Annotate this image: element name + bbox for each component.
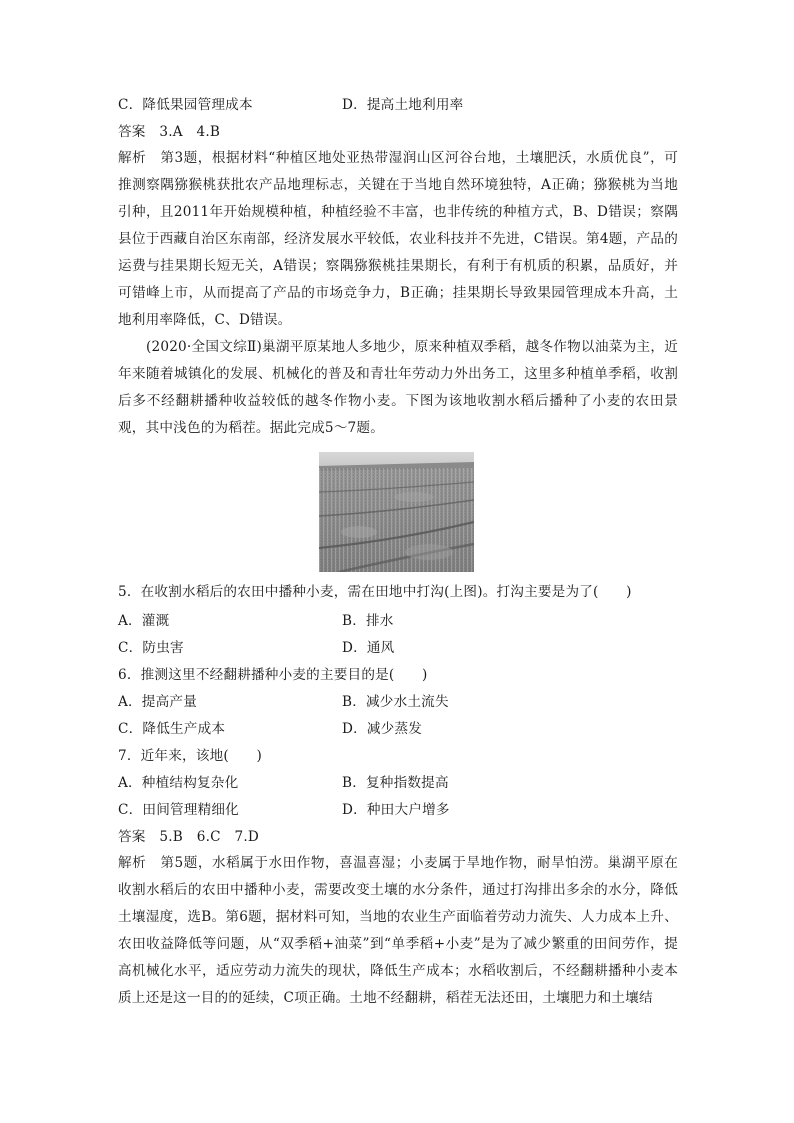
q7-option-a: A．种植结构复杂化	[118, 775, 239, 791]
q6-option-b: B．减少水土流失	[342, 694, 449, 710]
q6-stem: 6．推测这里不经翻耕播种小麦的主要目的是( )	[118, 667, 428, 683]
q5-stem: 5．在收割水稻后的农田中播种小麦，需在田地中打沟(上图)。打沟主要是为了( )	[118, 584, 632, 600]
q5-option-b: B．排水	[342, 613, 394, 629]
q6-option-c: C．降低生产成本	[118, 721, 226, 737]
q4-option-c: C．降低果园管理成本	[118, 97, 253, 113]
q5-option-d: D．通风	[342, 640, 395, 656]
answer-3-4: 答案 3.A 4.B	[118, 124, 221, 140]
q4-option-d: D．提高土地利用率	[342, 97, 464, 113]
q5-option-c: C．防虫害	[118, 640, 184, 656]
farmland-photo	[319, 452, 474, 572]
q6-option-d: D．减少蒸发	[342, 721, 423, 737]
q7-option-b: B．复种指数提高	[342, 775, 449, 791]
analysis-5-7: 解析 第5题，水稻属于水田作物，喜温喜湿；小麦属于旱地作物，耐旱怕涝。巢湖平原在收割水稻后的农田中播种小麦，需要改变土壤的水分条件，通过打沟排出多余的水分，降低土壤湿度，选B。第6题，据材料可知，当地的农业生产面临着劳动力流失、人力成本上升、农田收益降低等问题，从“双季稻+油菜”到“单季稻+小麦”是为了减少繁重的田间劳作，提高机械化水平，适应劳动力流失的现状，降低生产成本；水稻收割后，不经翻耕播种小麦本质上还是这一目的的延续，C项正确。土地不经翻耕，稻茬无法还田，土壤肥力和土壤结	[118, 855, 678, 1006]
answer-5-7: 答案 5.B 6.C 7.D	[118, 829, 259, 845]
q7-stem: 7．近年来，该地( )	[118, 748, 262, 764]
q5-option-a: A．灌溉	[118, 613, 170, 629]
analysis-3-4: 解析 第3题，根据材料“种植区地处亚热带湿润山区河谷台地，土壤肥沃，水质优良”，可推测察隅猕猴桃获批农产品地理标志，关键在于当地自然环境独特，A正确；猕猴桃为当地引种，且2011年开始规模种植，种植经验不丰富，也非传统的种植方式，B、D错误；察隅县位于西藏自治区东南部，经济发展水平较低，农业科技并不先进，C错误。第4题，产品的运费与挂果期长短无关，A错误；察隅猕猴桃挂果期长，有利于有机质的积累，品质好，并可错峰上市，从而提高了产品的市场竞争力，B正确；挂果期长导致果园管理成本升高，土地利用率降低，C、D错误。	[118, 150, 678, 328]
material-text: (2020·全国文综Ⅱ)巢湖平原某地人多地少，原来种植双季稻，越冬作物以油菜为主，近年来随着城镇化的发展、机械化的普及和青壮年劳动力外出务工，这里多种植单季稻，收割后多不经翻耕播种收益较低的越冬作物小麦。下图为该地收割水稻后播种了小麦的农田景观，其中浅色的为稻茬。据此完成5～7题。	[118, 339, 678, 436]
q7-option-d: D．种田大户增多	[342, 802, 450, 818]
q6-option-a: A．提高产量	[118, 694, 197, 710]
q7-option-c: C．田间管理精细化	[118, 802, 239, 818]
